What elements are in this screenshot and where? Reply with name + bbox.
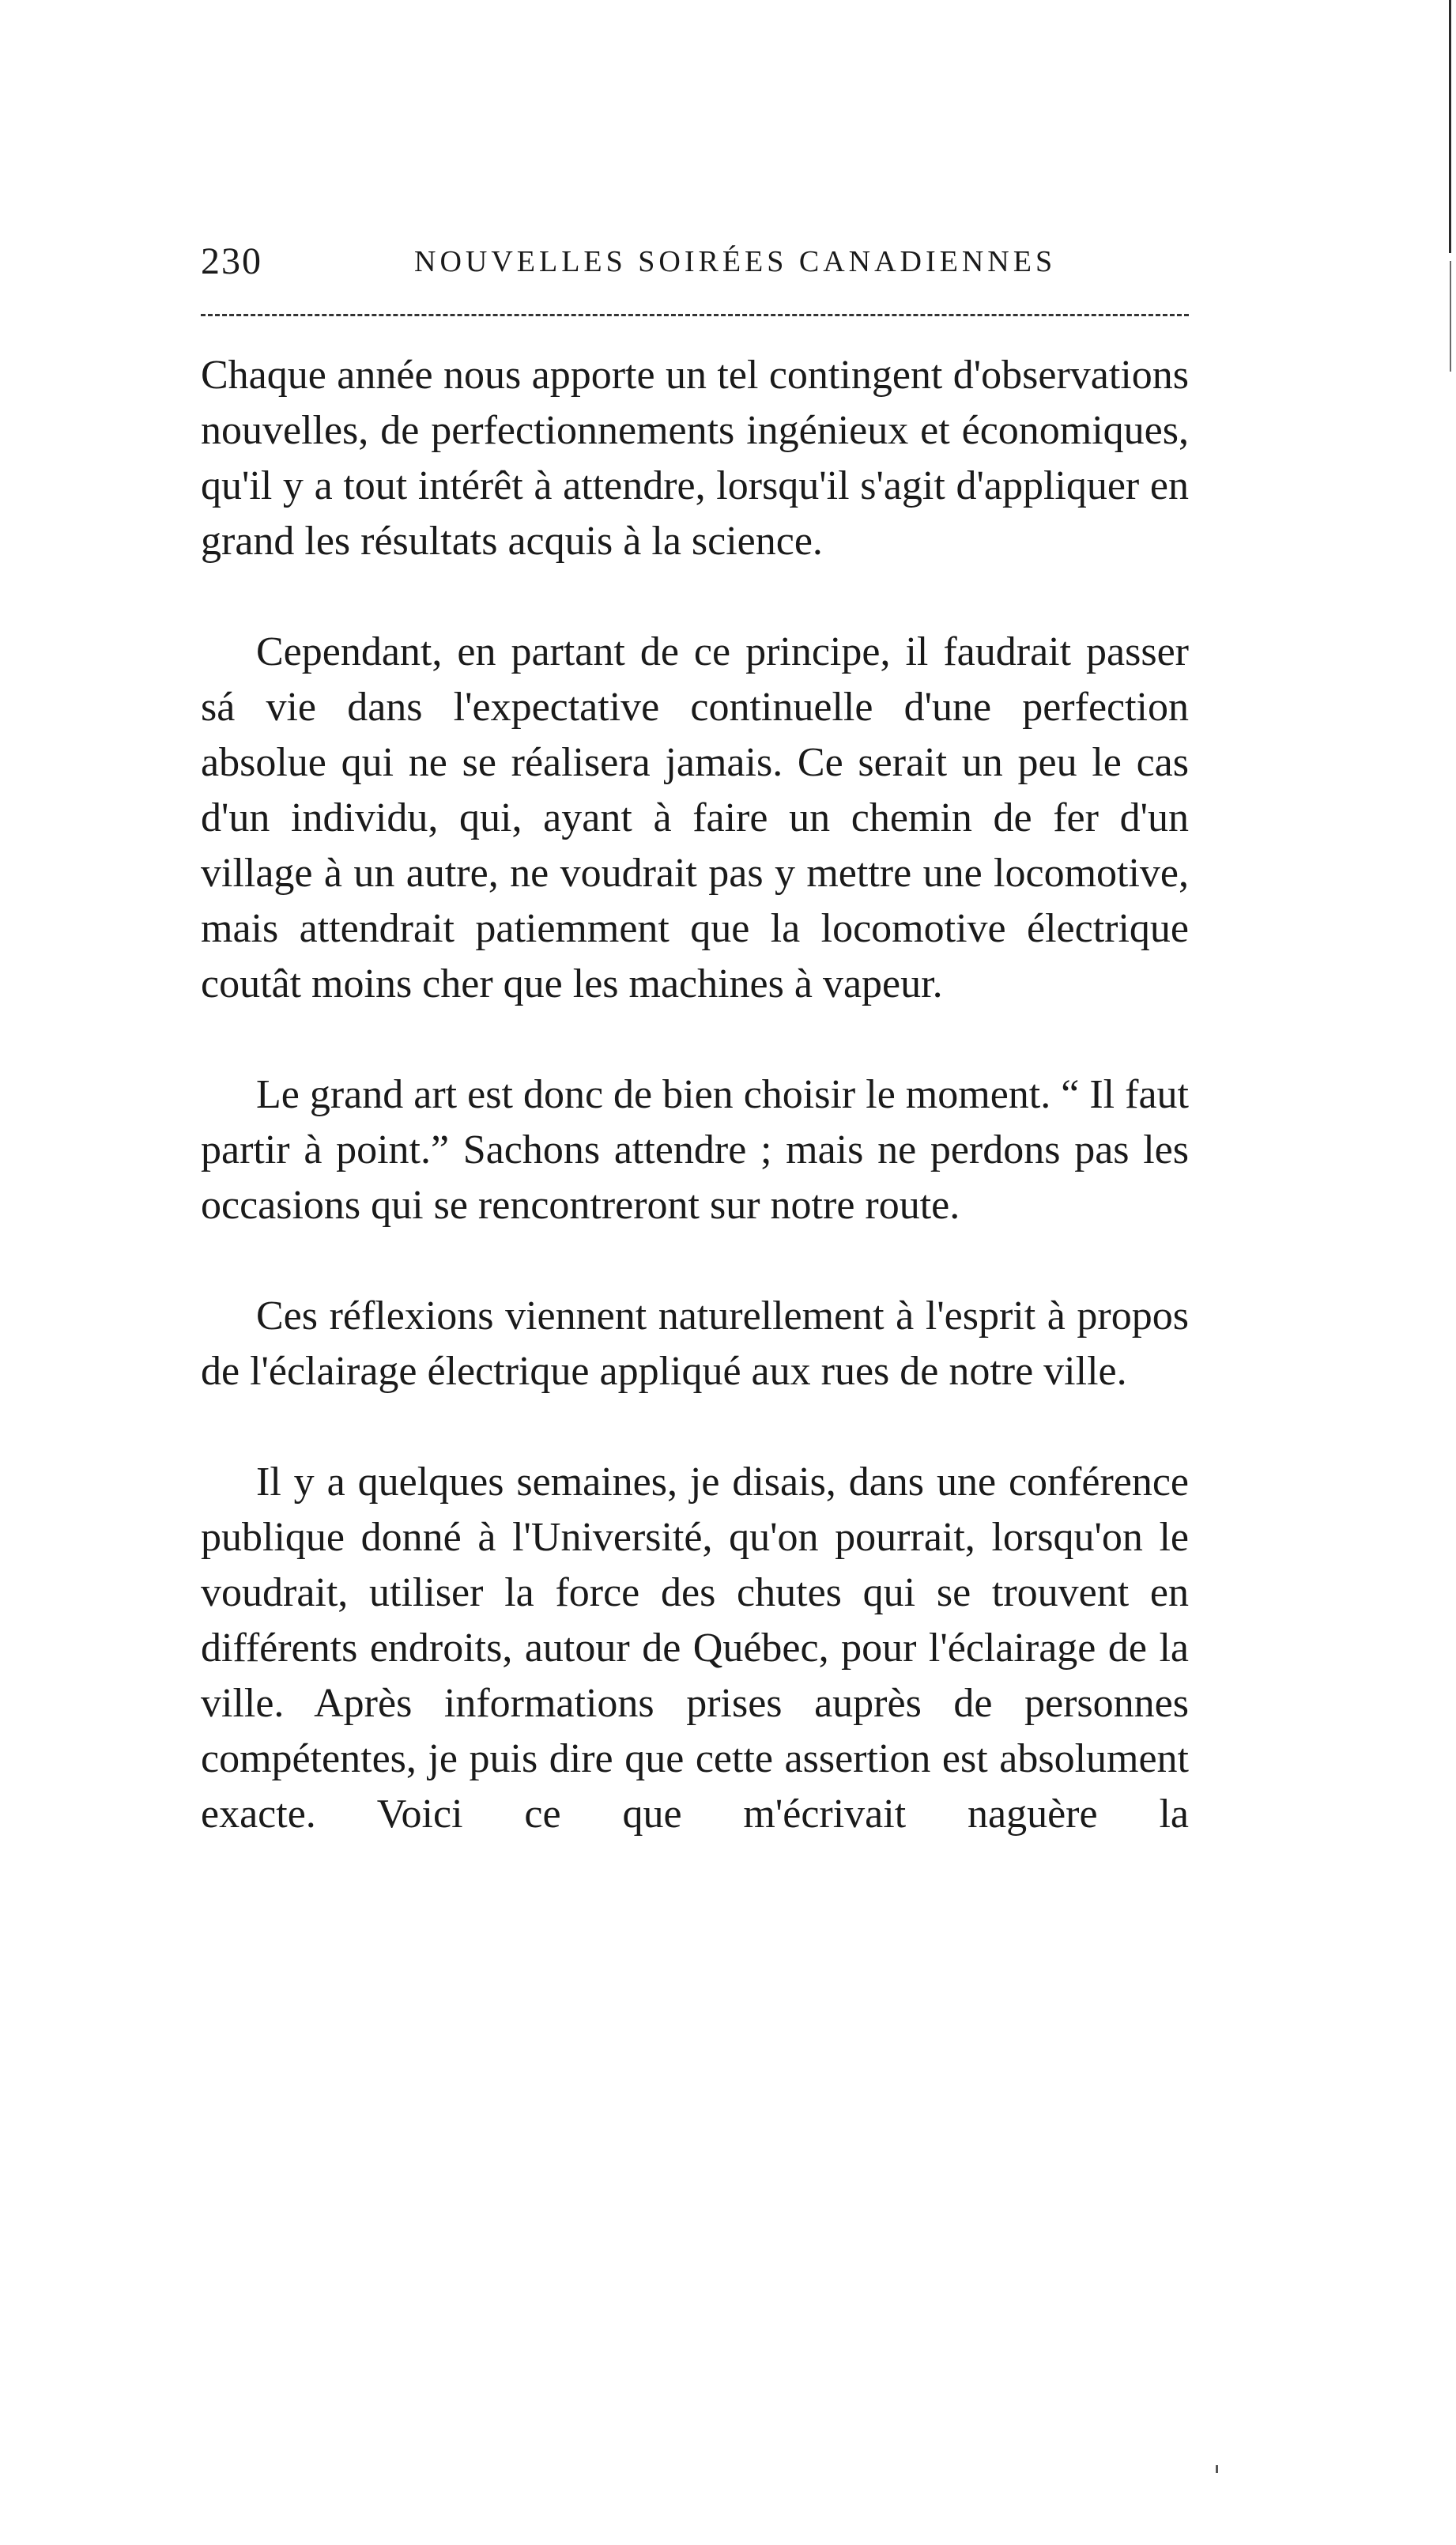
- paragraph-5: Il y a quelques semaines, je disais, dans une conférence publique donné à l'Université, qu'on pourrait, lorsqu'on le voudrait, utiliser la force des chutes qui se trouvent en différents endroits, autour de Québec, pour l'éclairage de la ville. Après informations prises auprès de personnes compétentes, je puis dire que cette assertion est absolument exacte. Voici ce que m'écrivait naguère la: [201, 1459, 1189, 1837]
- paragraph-4: Ces réflexions viennent naturellement à l'esprit à propos de l'éclairage électrique appliqué aux rues de notre ville.: [201, 1293, 1189, 1394]
- running-title: NOUVELLES SOIRÉES CANADIENNES: [414, 245, 1057, 278]
- body-text: [201, 348, 1189, 1897]
- paragraph-1: Chaque année nous apporte un tel contingent d'observations nouvelles, de perfectionnements ingénieux et économiques, qu'il y a tout intérêt à attendre, lorsqu'il s'agit d'appliquer en grand les résultats acquis à la science.: [201, 353, 1189, 564]
- paragraph-2: Cependant, en partant de ce principe, il faudrait passer sá vie dans l'expectative continuelle d'une perfection absolue qui ne se réalisera jamais. Ce serait un peu le cas d'un individu, qui, ayant à faire un chemin de fer d'un village à un autre, ne voudrait pas y mettre une locomotive, mais attendrait patiemment que la locomotive électrique coutât moins cher que les machines à vapeur.: [201, 629, 1189, 1006]
- page-edge-line: [1449, 0, 1451, 253]
- paragraph-3: Le grand art est donc de bien choisir le moment. “ Il faut partir à point.” Sachons attendre ; mais ne perdons pas les occasions qui se rencontreront sur notre route.: [201, 1072, 1189, 1228]
- scan-speck: [1216, 2465, 1218, 2473]
- header-rule: [201, 314, 1189, 316]
- page-number: 230: [201, 240, 262, 282]
- page-edge-line-lower: [1450, 261, 1451, 372]
- page-header: [201, 234, 1189, 289]
